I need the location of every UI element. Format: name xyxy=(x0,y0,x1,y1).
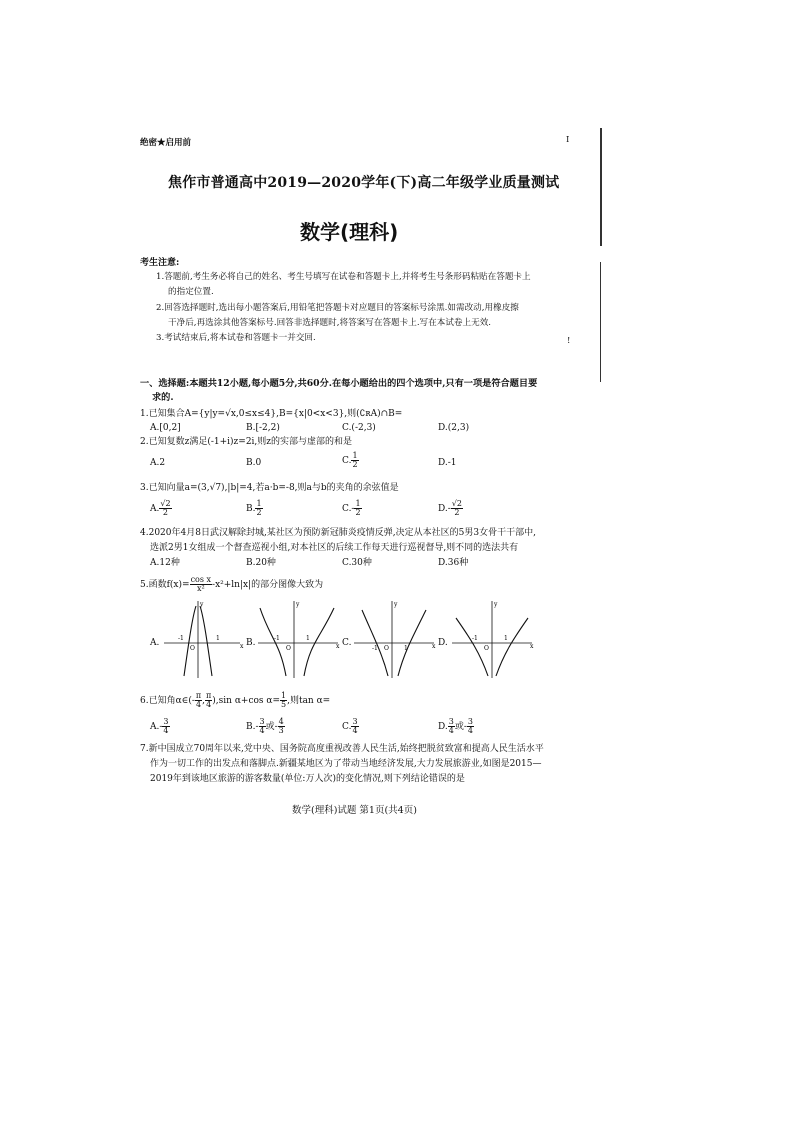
secret-label: 绝密★启用前 xyxy=(140,138,192,148)
q3-d-fraction xyxy=(451,500,463,517)
q6-one: 1 xyxy=(281,691,287,700)
q3-c-num: 1 xyxy=(355,499,361,508)
q6-b-fraction-2 xyxy=(278,718,285,735)
q6-a-den: 4 xyxy=(163,726,169,735)
q3-stem: 3.已知向量a=(3,√7),|b|=4,若a·b=-8,则a与b的夹角的余弦值是 xyxy=(140,483,399,493)
q6-d-num1: 3 xyxy=(448,717,454,726)
svg-text:O: O xyxy=(384,645,389,652)
q6-a-fraction xyxy=(162,718,169,735)
section-heading-cont: 求的. xyxy=(152,392,174,403)
q4-option-d: D.36种 xyxy=(438,558,469,568)
svg-text:O: O xyxy=(484,645,489,652)
q4-option-a: A.12种 xyxy=(150,558,180,568)
q3-b-num: 1 xyxy=(256,499,262,508)
q6-c-den: 4 xyxy=(352,726,358,735)
q5-fraction xyxy=(190,576,212,593)
q6-a-prefix: A.- xyxy=(150,722,163,732)
q3-c-den: 2 xyxy=(355,508,361,517)
q6-c-num: 3 xyxy=(352,717,358,726)
q3-option-a xyxy=(150,500,172,517)
q6-option-d xyxy=(438,718,474,735)
q1-option-c: C.(-2,3) xyxy=(342,423,376,433)
q1-option-b: B.[-2,2) xyxy=(246,423,280,433)
svg-text:1: 1 xyxy=(504,635,508,642)
svg-text:y: y xyxy=(494,601,498,608)
q6-b-num2: 4 xyxy=(278,717,284,726)
q7-line-3: 2019年到该地区旅游的游客数量(单位:万人次)的变化情况,则下列结论错误的是 xyxy=(150,774,465,784)
svg-text:1: 1 xyxy=(306,635,310,642)
q3-d-den: 2 xyxy=(454,508,460,517)
q7-line-1: 7.新中国成立70周年以来,党中央、国务院高度重视改善人民生活,始终把脱贫致富和提高人民生活水平 xyxy=(140,744,544,754)
q6-b-or: 或- xyxy=(265,722,278,732)
q2-stem: 2.已知复数z满足(-1+i)z=2i,则z的实部与虚部的和是 xyxy=(140,437,353,447)
q2-option-c xyxy=(342,452,359,469)
q6-option-b xyxy=(246,718,285,735)
q3-d-prefix: D.- xyxy=(438,504,451,514)
q2-c-fraction xyxy=(351,452,358,469)
q2-c-num: 1 xyxy=(352,451,358,460)
q6-b-den1: 4 xyxy=(259,726,265,735)
q6-pi-1: π xyxy=(195,691,202,700)
svg-text:y: y xyxy=(296,601,300,608)
svg-text:-1: -1 xyxy=(274,635,280,642)
q1-stem: 1.已知集合A={y|y=√x,0≤x≤4},B={x|0<x<3},则(∁ʀA)∩B= xyxy=(140,409,403,419)
svg-text:x: x xyxy=(530,643,534,650)
q6-a-num: 3 xyxy=(163,717,169,726)
q6-mid: , xyxy=(202,696,206,706)
q5-stem-prefix: 5.函数f(x)= xyxy=(140,580,190,590)
q6-c-fraction xyxy=(351,718,358,735)
q3-c-fraction xyxy=(354,500,361,517)
q4-option-b: B.20种 xyxy=(246,558,276,568)
q6-d-den2: 4 xyxy=(467,726,473,735)
q6-d-fraction-1 xyxy=(448,718,455,735)
q6-five: 5 xyxy=(281,700,287,709)
scan-edge-line xyxy=(600,128,602,246)
q5-graph-c xyxy=(352,598,438,680)
svg-text:x: x xyxy=(336,643,340,650)
q5-graph-a xyxy=(162,598,244,680)
q5-label-c: C. xyxy=(342,638,352,648)
q6-pi-2: π xyxy=(206,691,212,700)
q5-stem-suffix: -x²+ln|x|的部分图像大致为 xyxy=(212,580,324,590)
q6-b-den2: 3 xyxy=(278,726,284,735)
svg-text:x: x xyxy=(432,643,436,650)
q3-d-num: √2 xyxy=(451,499,462,508)
q6-stem xyxy=(140,692,330,709)
scan-edge-line-lower xyxy=(600,262,601,382)
svg-text:x: x xyxy=(240,643,244,650)
q3-b-prefix: B. xyxy=(246,504,256,514)
q6-d-or: 或- xyxy=(454,722,467,732)
notice-line-2: 的指定位置. xyxy=(168,287,214,297)
q6-c-prefix: C. xyxy=(342,722,352,732)
q5-label-a: A. xyxy=(150,638,160,648)
q2-option-d: D.-1 xyxy=(438,458,457,468)
q2-option-b: B.0 xyxy=(246,458,262,468)
svg-text:O: O xyxy=(286,645,291,652)
page-footer: 数学(理科)试题 第1页(共4页) xyxy=(292,805,417,816)
q4-option-c: C.30种 xyxy=(342,558,372,568)
notice-line-3: 2.回答选择题时,选出每小题答案后,用铅笔把答题卡对应题目的答案标号涂黑.如需改动,用橡皮擦 xyxy=(156,303,519,313)
q6-four-2: 4 xyxy=(206,700,212,709)
q2-c-den: 2 xyxy=(352,460,358,469)
notice-heading: 考生注意: xyxy=(140,258,180,268)
svg-text:y: y xyxy=(200,601,204,608)
corner-mark: I xyxy=(566,135,570,145)
q5-label-d: D. xyxy=(438,638,448,648)
q6-b-fraction-1 xyxy=(259,718,266,735)
q3-a-den: 2 xyxy=(162,508,169,517)
q2-option-a: A.2 xyxy=(150,458,166,468)
q6-four-1: 4 xyxy=(195,700,202,709)
q2-c-prefix: C. xyxy=(342,456,352,466)
q6-prefix: 6.已知角α∈(- xyxy=(140,696,195,706)
q3-option-c xyxy=(342,500,362,517)
section-heading: 一、选择题:本题共12小题,每小题5分,共60分.在每小题给出的四个选项中,只有一项是符合题目要 xyxy=(140,378,538,389)
q5-label-b: B. xyxy=(246,638,256,648)
exam-title: 焦作市普通高中2019—2020学年(下)高二年级学业质量测试 xyxy=(168,175,560,191)
q7-line-2: 作为一切工作的出发点和落脚点.新疆某地区为了带动当地经济发展,大力发展旅游业,如图是2015— xyxy=(150,759,542,769)
q3-option-b xyxy=(246,500,263,517)
q4-line-1: 4.2020年4月8日武汉解除封城,某社区为预防新冠肺炎疫情反弹,决定从本社区的5男3女骨干干部中, xyxy=(140,528,536,538)
q3-a-num: √2 xyxy=(160,499,171,508)
svg-text:-1: -1 xyxy=(178,635,184,642)
q5-graph-b xyxy=(256,598,342,680)
q6-suffix1: ),sin α+cos α= xyxy=(212,696,280,706)
q3-option-d xyxy=(438,500,463,517)
q5-graph-d xyxy=(450,598,536,680)
q5-den: x² xyxy=(196,584,205,593)
q3-c-prefix: C.- xyxy=(342,504,355,514)
svg-text:-1: -1 xyxy=(472,635,478,642)
q6-b-num1: 3 xyxy=(259,717,265,726)
q6-d-prefix: D. xyxy=(438,722,448,732)
notice-line-1: 1.答题前,考生务必将自己的姓名、考生号填写在试卷和答题卡上,并将考生号条形码粘贴在答题卡上 xyxy=(156,272,531,282)
svg-text:-1: -1 xyxy=(372,645,378,652)
q1-option-d: D.(2,3) xyxy=(438,423,470,433)
q1-option-a: A.[0,2] xyxy=(150,423,181,433)
q3-a-prefix: A. xyxy=(150,504,160,514)
q4-line-2: 选派2男1女组成一个督查巡视小组,对本社区的后续工作每天进行巡视督导,则不同的选法共有 xyxy=(150,543,519,553)
subject-title: 数学(理科) xyxy=(300,220,399,244)
notice-side-mark: ! xyxy=(567,336,571,346)
q6-b-prefix: B.- xyxy=(246,722,259,732)
q6-d-den1: 4 xyxy=(448,726,454,735)
q6-option-a xyxy=(150,718,170,735)
q3-b-fraction xyxy=(255,500,262,517)
q5-stem xyxy=(140,576,323,593)
svg-text:O: O xyxy=(190,645,195,652)
q6-d-fraction-2 xyxy=(467,718,474,735)
svg-text:1: 1 xyxy=(404,645,408,652)
notice-line-4: 干净后,再选涂其他答案标号.回答非选择题时,将答案写在答题卡上.写在本试卷上无效. xyxy=(168,318,492,328)
q6-d-num2: 3 xyxy=(467,717,473,726)
q3-a-fraction xyxy=(159,500,171,517)
notice-line-5: 3.考试结束后,将本试卷和答题卡一并交回. xyxy=(156,333,316,343)
q3-b-den: 2 xyxy=(256,508,262,517)
q5-num: cos x xyxy=(190,575,212,584)
q6-option-c xyxy=(342,718,359,735)
q6-suffix2: ,则tan α= xyxy=(287,696,331,706)
svg-text:y: y xyxy=(394,601,398,608)
svg-text:1: 1 xyxy=(216,635,220,642)
